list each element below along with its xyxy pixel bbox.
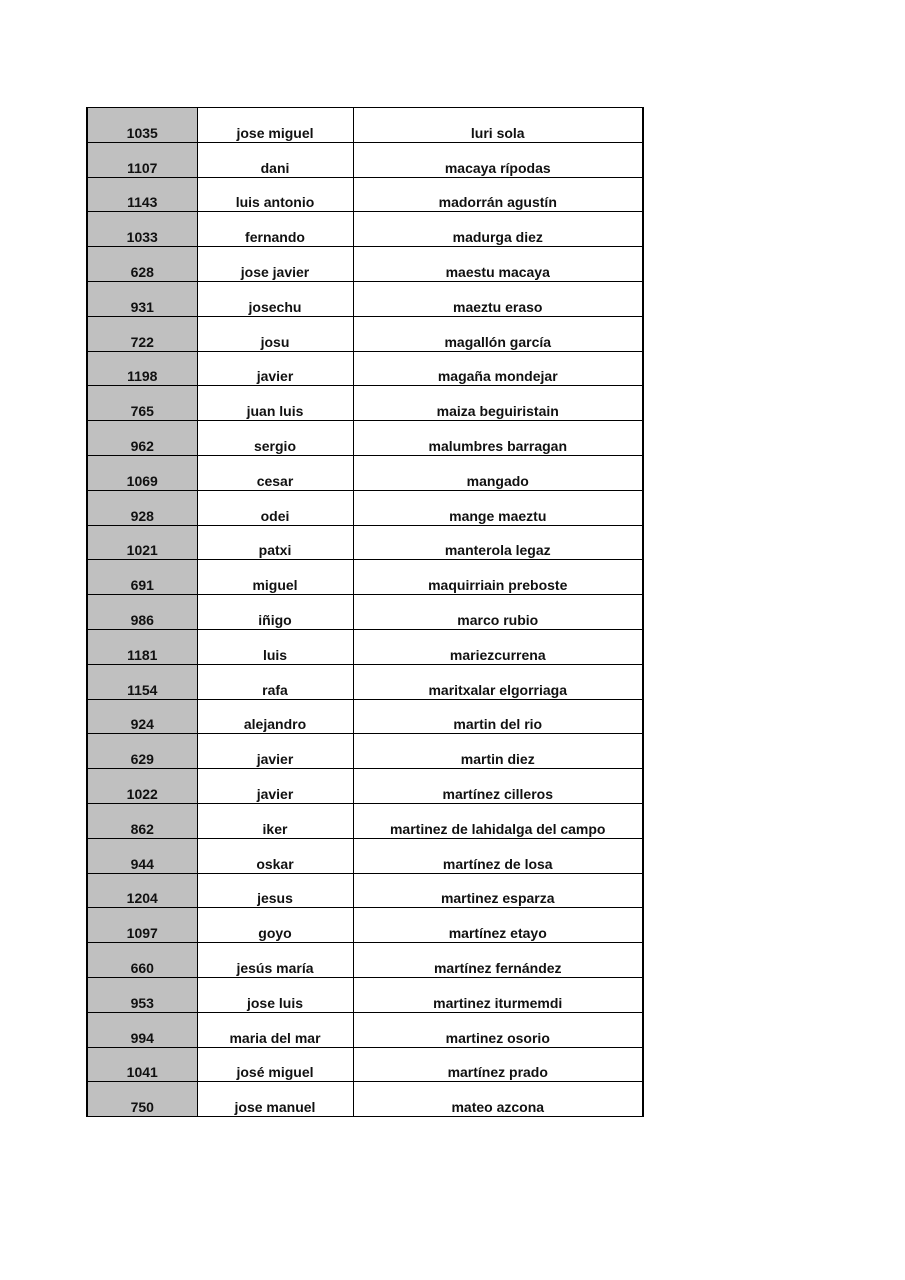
first-name-cell: jose miguel: [197, 108, 353, 143]
id-cell: 1069: [87, 455, 197, 490]
last-name-cell: martínez prado: [353, 1047, 643, 1082]
id-cell: 1097: [87, 908, 197, 943]
last-name-cell: macaya rípodas: [353, 142, 643, 177]
last-name-cell: martinez de lahidalga del campo: [353, 803, 643, 838]
id-cell: 750: [87, 1082, 197, 1117]
first-name-cell: miguel: [197, 560, 353, 595]
id-cell: 862: [87, 803, 197, 838]
last-name-cell: mangado: [353, 455, 643, 490]
table-row: [87, 977, 643, 1012]
table-row: [87, 838, 643, 873]
id-cell: 1198: [87, 351, 197, 386]
table-row: [87, 316, 643, 351]
first-name-cell: jose javier: [197, 247, 353, 282]
id-cell: 1143: [87, 177, 197, 212]
id-cell: 994: [87, 1012, 197, 1047]
last-name-cell: martinez iturmemdi: [353, 977, 643, 1012]
table-row: [87, 873, 643, 908]
last-name-cell: luri sola: [353, 108, 643, 143]
id-cell: 629: [87, 734, 197, 769]
table-row: [87, 108, 643, 143]
last-name-cell: martínez fernández: [353, 943, 643, 978]
table-row: [87, 1047, 643, 1082]
last-name-cell: marco rubio: [353, 595, 643, 630]
first-name-cell: jesús maría: [197, 943, 353, 978]
table-row: [87, 560, 643, 595]
id-cell: 1041: [87, 1047, 197, 1082]
last-name-cell: magallón garcía: [353, 316, 643, 351]
last-name-cell: magaña mondejar: [353, 351, 643, 386]
last-name-cell: madorrán agustín: [353, 177, 643, 212]
first-name-cell: iñigo: [197, 595, 353, 630]
id-cell: 1181: [87, 629, 197, 664]
id-cell: 1035: [87, 108, 197, 143]
last-name-cell: martinez osorio: [353, 1012, 643, 1047]
first-name-cell: luis antonio: [197, 177, 353, 212]
table-row: [87, 699, 643, 734]
names-table: [86, 107, 644, 1117]
id-cell: 628: [87, 247, 197, 282]
last-name-cell: mateo azcona: [451, 1099, 545, 1116]
table-row: [87, 281, 643, 316]
last-name-cell: maiza beguiristain: [353, 386, 643, 421]
table-row: [87, 455, 643, 490]
first-name-cell: javier: [197, 769, 353, 804]
table-row: [87, 769, 643, 804]
table-row: [87, 595, 643, 630]
first-name-cell: cesar: [197, 455, 353, 490]
id-cell: 1033: [87, 212, 197, 247]
id-cell: 1154: [87, 664, 197, 699]
first-name-cell: jesus: [197, 873, 353, 908]
last-name-cell: martin del rio: [353, 699, 643, 734]
last-name-cell: martínez cilleros: [353, 769, 643, 804]
first-name-cell: josu: [197, 316, 353, 351]
table-row: [87, 525, 643, 560]
last-name-cell: mange maeztu: [353, 490, 643, 525]
id-cell: 765: [87, 386, 197, 421]
id-cell: 722: [87, 316, 197, 351]
id-cell: 1107: [87, 142, 197, 177]
first-name-cell: josé miguel: [197, 1047, 353, 1082]
table-row: [87, 1082, 643, 1117]
id-cell: 660: [87, 943, 197, 978]
last-name-cell: martínez de losa: [353, 838, 643, 873]
first-name-cell: fernando: [197, 212, 353, 247]
last-name-cell: manterola legaz: [353, 525, 643, 560]
table-row: [87, 664, 643, 699]
first-name-cell: javier: [197, 734, 353, 769]
last-name-cell: martinez esparza: [353, 873, 643, 908]
id-cell: 1021: [87, 525, 197, 560]
first-name-cell: odei: [197, 490, 353, 525]
first-name-cell: goyo: [197, 908, 353, 943]
id-cell: 928: [87, 490, 197, 525]
names-table-body: [87, 108, 643, 1117]
id-cell: 944: [87, 838, 197, 873]
first-name-cell: luis: [197, 629, 353, 664]
first-name-cell: juan luis: [197, 386, 353, 421]
id-cell: 962: [87, 421, 197, 456]
table-row: [87, 177, 643, 212]
last-name-cell: mariezcurrena: [353, 629, 643, 664]
first-name-cell: jose luis: [197, 977, 353, 1012]
id-cell: 691: [87, 560, 197, 595]
first-name-cell: maria del mar: [197, 1012, 353, 1047]
last-name-cell: maquirriain preboste: [353, 560, 643, 595]
first-name-cell: iker: [197, 803, 353, 838]
table-row: [87, 908, 643, 943]
table-row: [87, 421, 643, 456]
id-cell: 931: [87, 281, 197, 316]
last-name-cell: maritxalar elgorriaga: [353, 664, 643, 699]
first-name-cell: javier: [197, 351, 353, 386]
id-cell: 1204: [87, 873, 197, 908]
table-row: [87, 629, 643, 664]
first-name-cell: patxi: [197, 525, 353, 560]
table-row: [87, 490, 643, 525]
id-cell: 924: [87, 699, 197, 734]
table-row: [87, 247, 643, 282]
table-row: [87, 142, 643, 177]
first-name-cell: oskar: [197, 838, 353, 873]
table-row: [87, 1012, 643, 1047]
last-name-cell: malumbres barragan: [353, 421, 643, 456]
first-name-cell: alejandro: [197, 699, 353, 734]
first-name-cell: josechu: [197, 281, 353, 316]
id-cell: 1022: [87, 769, 197, 804]
first-name-cell: rafa: [197, 664, 353, 699]
last-name-cell: martínez etayo: [353, 908, 643, 943]
table-row: [87, 212, 643, 247]
table-row: [87, 386, 643, 421]
first-name-cell: dani: [197, 142, 353, 177]
table-row: [87, 351, 643, 386]
last-name-cell: maeztu eraso: [353, 281, 643, 316]
last-name-cell: maestu macaya: [353, 247, 643, 282]
last-name-cell: madurga diez: [353, 212, 643, 247]
first-name-cell: jose manuel: [197, 1082, 353, 1117]
table-row: [87, 734, 643, 769]
id-cell: 953: [87, 977, 197, 1012]
table-row: [87, 803, 643, 838]
id-cell: 986: [87, 595, 197, 630]
first-name-cell: sergio: [197, 421, 353, 456]
table-row: [87, 943, 643, 978]
last-name-cell: martin diez: [353, 734, 643, 769]
